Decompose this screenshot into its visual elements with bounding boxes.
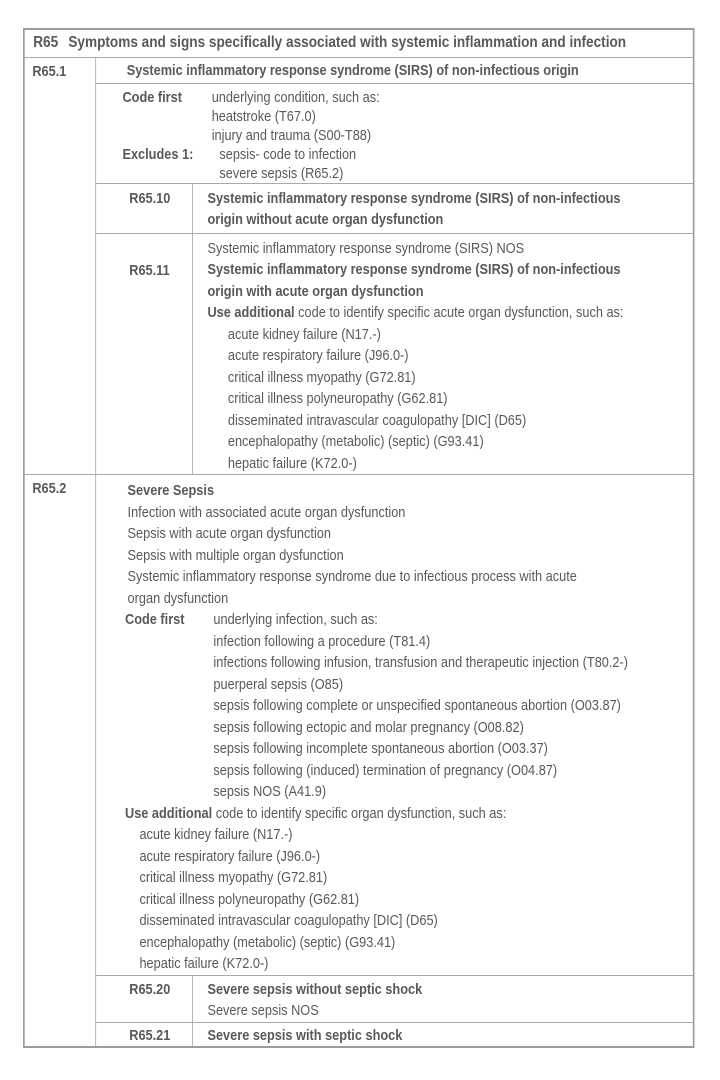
dysfunction-list-item: acute respiratory failure (J96.0-) <box>139 847 321 865</box>
section-r65-1 <box>25 58 693 476</box>
dysfunction-list <box>207 324 692 475</box>
dysfunction-list-item: critical illness polyneuropathy (G62.81) <box>227 390 448 407</box>
inclusion-term: Systemic inflammatory response syndrome due to infectious process with acute <box>127 568 577 585</box>
code-first-item: sepsis following incomplete spontaneous abortion (O03.37) <box>213 740 548 757</box>
dysfunction-list <box>139 824 692 975</box>
section-r65-2 <box>25 475 693 1046</box>
code-first-item: underlying infection, such as: <box>213 611 378 628</box>
excludes1-text: severe sepsis (R65.2) <box>219 165 344 183</box>
use-additional-label: Use additional <box>207 304 295 321</box>
code-first-item: puerperal sepsis (O85) <box>213 675 344 693</box>
code-first-text: underlying condition, such as: <box>211 88 380 106</box>
subrow-r65-21 <box>96 1022 693 1047</box>
subcode-title: origin without acute organ dysfunction <box>207 211 444 228</box>
subrow-r65-10 <box>96 184 693 234</box>
subcode-title: Systemic inflammatory response syndrome (SIRS) of non-infectious <box>207 261 621 278</box>
inclusion-term: Infection with associated acute organ dysfunction <box>127 503 406 521</box>
dysfunction-list-item: critical illness myopathy (G72.81) <box>139 869 328 886</box>
subcode-cell-r65-10: R65.10 <box>96 184 193 233</box>
dysfunction-list-item: encephalopathy (metabolic) (septic) (G93.41) <box>227 433 484 450</box>
dysfunction-list-item: disseminated intravascular coagulopathy [DIC] (D65) <box>227 411 527 429</box>
code-first-item: sepsis following ectopic and molar pregnancy (O08.82) <box>213 718 524 736</box>
code-first-item: infection following a procedure (T81.4) <box>213 632 431 650</box>
code-cell-r65-2: R65.2 <box>25 475 96 1046</box>
subcode-description <box>193 184 693 233</box>
use-additional-label: Use additional <box>125 804 213 822</box>
inclusion-term: Sepsis with acute organ dysfunction <box>127 525 331 542</box>
inclusion-term: organ dysfunction <box>127 589 229 607</box>
subcode-cell-r65-20: R65.20 <box>96 976 193 1022</box>
subcode-description <box>193 976 693 1022</box>
note-line <box>96 164 693 183</box>
subcode-cell-r65-21: R65.21 <box>96 1023 193 1047</box>
dysfunction-list-item: acute respiratory failure (J96.0-) <box>227 347 409 364</box>
code-first-label: Code first <box>122 88 182 106</box>
dysfunction-list-item: acute kidney failure (N17.-) <box>139 826 293 843</box>
inclusion-term: Severe sepsis NOS <box>207 1002 319 1019</box>
code-first-label: Code first <box>125 611 185 628</box>
header-code: R65 <box>33 34 59 52</box>
subcode-title: Severe sepsis without septic shock <box>207 980 423 998</box>
header-title: Symptoms and signs specifically associated with systemic inflammation and infection <box>68 34 627 52</box>
r65-2-content <box>96 475 693 1046</box>
note-line <box>96 126 693 145</box>
dysfunction-list-item: encephalopathy (metabolic) (septic) (G93.41) <box>139 933 396 951</box>
note-line <box>96 107 693 126</box>
category-title-r65-2: Severe Sepsis <box>127 482 215 499</box>
subrow-r65-20 <box>96 975 693 1022</box>
subcode-title: Systemic inflammatory response syndrome (SIRS) of non-infectious <box>207 189 621 207</box>
subcode-description <box>193 1023 693 1047</box>
category-title-r65-1: Systemic inflammatory response syndrome (SIRS) of non-infectious origin <box>96 58 693 84</box>
note-line <box>96 145 693 164</box>
code-first-item: sepsis following (induced) termination of pregnancy (O04.87) <box>213 761 558 779</box>
code-first-items <box>213 609 628 803</box>
table-header <box>25 30 693 58</box>
use-additional-note: Use additional code to identify specific organ dysfunction, such as: <box>125 804 507 822</box>
dysfunction-list-item: critical illness myopathy (G72.81) <box>227 368 416 386</box>
dysfunction-list-item: disseminated intravascular coagulopathy [DIC] (D65) <box>139 912 438 929</box>
r65-1-content <box>96 58 693 475</box>
code-first-text: injury and trauma (S00-T88) <box>211 126 372 144</box>
code-cell-r65-1: R65.1 <box>25 58 96 475</box>
dysfunction-list-item: acute kidney failure (N17.-) <box>227 325 381 343</box>
dysfunction-list-item: critical illness polyneuropathy (G62.81) <box>139 890 360 908</box>
code-first-item: sepsis NOS (A41.9) <box>213 783 327 800</box>
page <box>23 28 695 1048</box>
dysfunction-list-item: hepatic failure (K72.0-) <box>139 955 269 972</box>
inclusion-term: Systemic inflammatory response syndrome (SIRS) NOS <box>207 239 525 257</box>
code-first-item: sepsis following complete or unspecified spontaneous abortion (O03.87) <box>213 697 621 714</box>
inclusion-term: Sepsis with multiple organ dysfunction <box>127 546 344 564</box>
subrow-r65-11 <box>96 234 693 475</box>
note-line <box>96 88 693 107</box>
use-additional-note: Use additional code to identify specific acute organ dysfunction, such as: <box>207 304 624 321</box>
excludes1-text: sepsis- code to infection <box>219 146 357 164</box>
subcode-cell-r65-11: R65.11 <box>96 234 193 475</box>
dysfunction-list-item: hepatic failure (K72.0-) <box>227 454 357 472</box>
subcode-title: origin with acute organ dysfunction <box>207 282 424 300</box>
category-intro <box>96 475 693 609</box>
subcode-title: Severe sepsis with septic shock <box>207 1026 403 1044</box>
code-first-text: heatstroke (T67.0) <box>211 107 316 125</box>
code-first-block <box>96 609 693 803</box>
icd-code-table <box>23 28 695 1048</box>
subcode-description <box>193 234 693 475</box>
notes-block-r65-1 <box>96 84 693 184</box>
excludes1-label: Excludes 1: <box>122 146 194 164</box>
code-first-item: infections following infusion, transfusion and therapeutic injection (T80.2-) <box>213 654 629 671</box>
